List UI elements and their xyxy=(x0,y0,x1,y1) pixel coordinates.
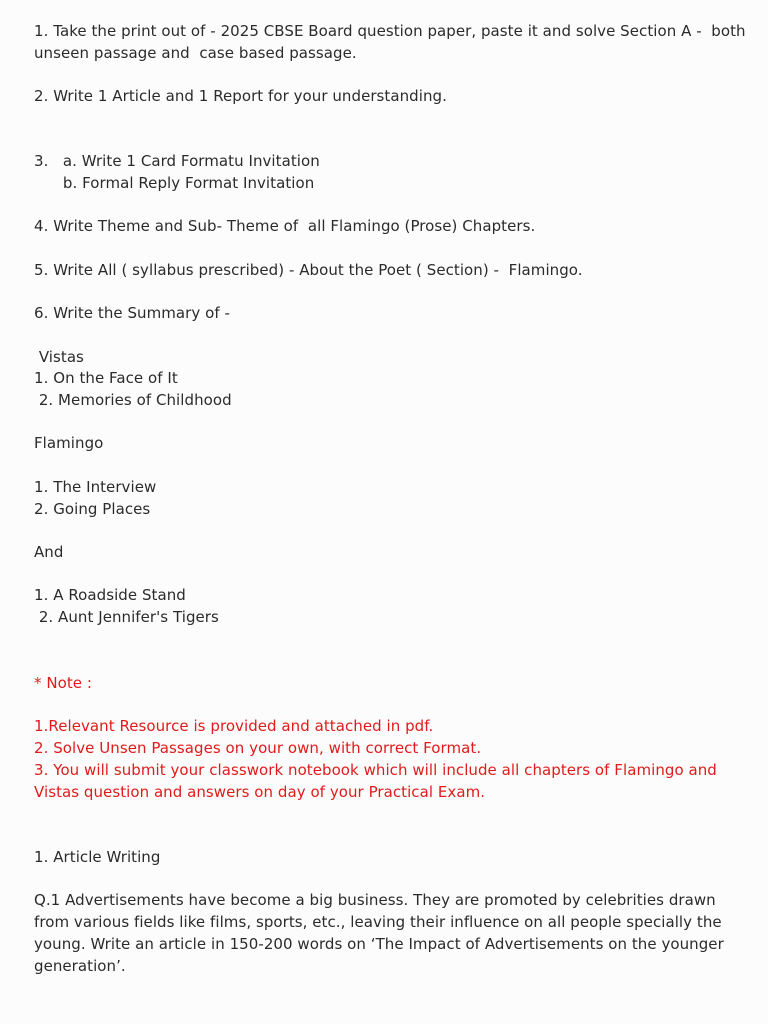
task-4: 4. Write Theme and Sub- Theme of all Flamingo (Prose) Chapters. xyxy=(34,217,536,235)
flamingo-heading: Flamingo xyxy=(34,434,104,452)
note-heading: * Note : xyxy=(34,674,92,692)
article-writing-heading: 1. Article Writing xyxy=(34,848,161,866)
vistas-heading: Vistas xyxy=(34,348,84,366)
flamingo-item-1: 1. The Interview xyxy=(34,478,157,496)
vistas-item-1: 1. On the Face of It xyxy=(34,369,178,387)
note-item-3-line-2: Vistas question and answers on day of your Practical Exam. xyxy=(34,783,486,801)
task-3a: 3. a. Write 1 Card Formatu Invitation xyxy=(34,152,320,170)
flamingo-item-2: 2. Going Places xyxy=(34,500,151,518)
and-label: And xyxy=(34,543,64,561)
poem-item-2: 2. Aunt Jennifer's Tigers xyxy=(34,608,219,626)
article-question-line-1: Q.1 Advertisements have become a big business. They are promoted by celebrities drawn xyxy=(34,891,716,909)
task-6: 6. Write the Summary of - xyxy=(34,304,230,322)
poem-item-1: 1. A Roadside Stand xyxy=(34,586,186,604)
task-1-line-2: unseen passage and case based passage. xyxy=(34,44,357,62)
vistas-item-2: 2. Memories of Childhood xyxy=(34,391,232,409)
task-5: 5. Write All ( syllabus prescribed) - About the Poet ( Section) - Flamingo. xyxy=(34,261,583,279)
note-item-1: 1.Relevant Resource is provided and attached in pdf. xyxy=(34,717,434,735)
article-question-line-3: young. Write an article in 150-200 words on ‘The Impact of Advertisements on the younger xyxy=(34,935,724,953)
note-item-3-line-1: 3. You will submit your classwork notebook which will include all chapters of Flamingo and xyxy=(34,761,717,779)
article-question-line-4: generation’. xyxy=(34,957,126,975)
note-item-2: 2. Solve Unsen Passages on your own, with correct Format. xyxy=(34,739,482,757)
task-3b: b. Formal Reply Format Invitation xyxy=(34,174,315,192)
article-question-line-2: from various fields like films, sports, etc., leaving their influence on all people specially the xyxy=(34,913,722,931)
task-2: 2. Write 1 Article and 1 Report for your understanding. xyxy=(34,87,447,105)
task-1-line-1: 1. Take the print out of - 2025 CBSE Board question paper, paste it and solve Section A - both xyxy=(34,22,746,40)
